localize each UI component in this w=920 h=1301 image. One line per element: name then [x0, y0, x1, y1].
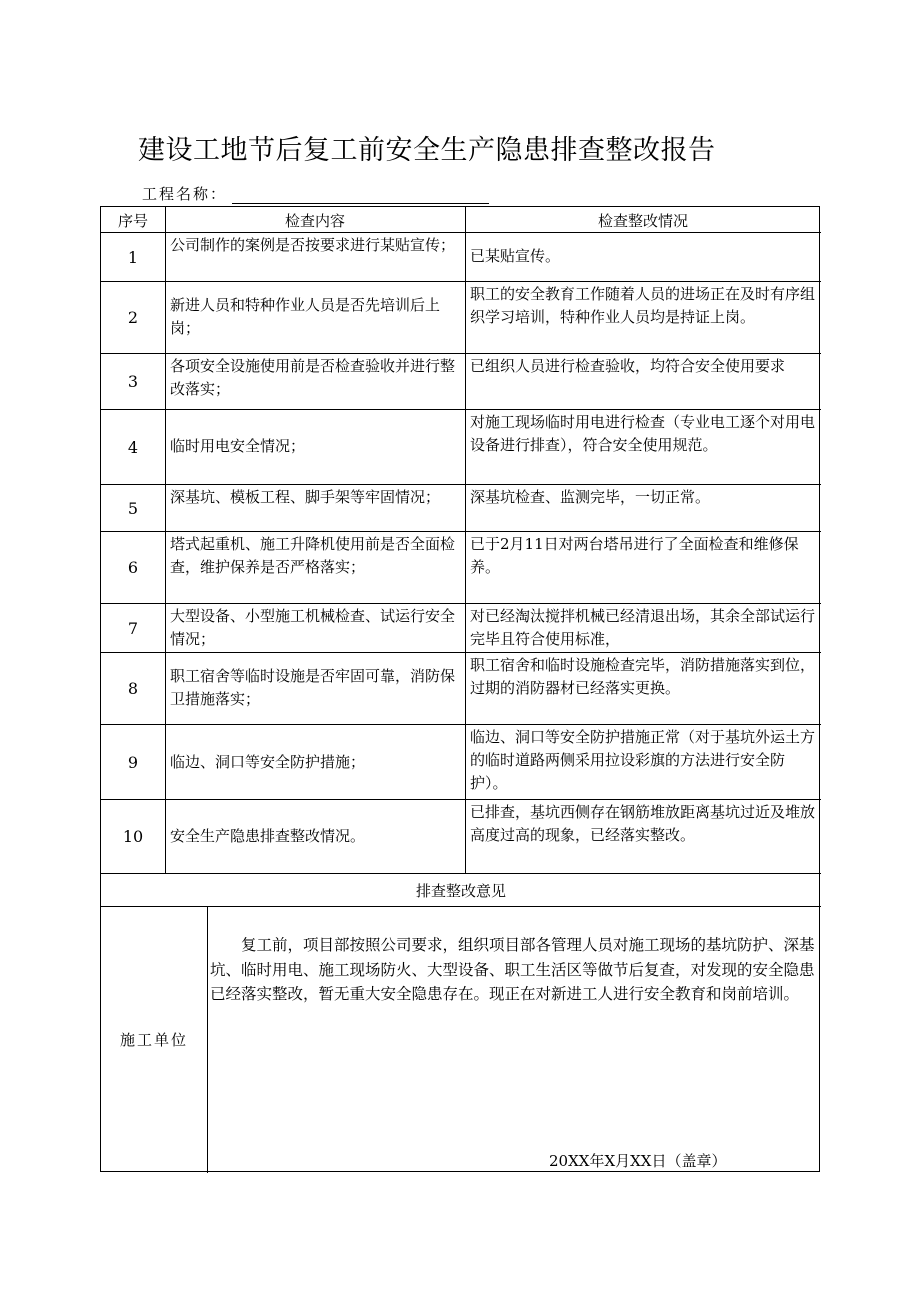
row-index: 2: [127, 308, 139, 327]
row-index: 7: [127, 618, 139, 638]
row-content: 深基坑、模板工程、脚手架等牢固情况；: [170, 488, 441, 506]
row-content: 临时用电安全情况；: [170, 437, 306, 455]
row-status: 临边、洞口等安全防护措施正常（对于基坑外运土方的临时道路两侧采用拉设彩旗的方法进行安全防护）。: [470, 728, 816, 792]
row-divider: [101, 409, 821, 410]
header-index: 序号: [117, 212, 148, 230]
row-content: 安全生产隐患排查整改情况。: [170, 827, 366, 845]
row-content: 大型设备、小型施工机械检查、试运行安全情况；: [170, 607, 456, 648]
row-divider: [101, 531, 821, 532]
signature-date: 20XX年X月XX日（盖章）: [549, 1152, 727, 1170]
row-status: 对施工现场临时用电进行检查（专业电工逐个对用电设备进行排查），符合安全使用规范。: [470, 413, 816, 454]
row-status: 对已经淘汰搅拌机械已经清退出场，其余全部试运行完毕且符合使用标准，: [470, 607, 816, 648]
row-content: 临边、洞口等安全防护措施；: [170, 753, 366, 771]
row-divider: [101, 603, 821, 604]
unit-label: 施工单位: [119, 1030, 188, 1049]
row-divider: [101, 873, 821, 874]
row-status: 深基坑检查、监测完毕，一切正常。: [470, 488, 711, 506]
row-status: 已组织人员进行检查验收，均符合安全使用要求: [470, 357, 786, 375]
row-divider: [101, 281, 821, 282]
row-index: 9: [127, 752, 139, 772]
row-index: 5: [127, 498, 139, 518]
row-status: 职工宿舍和临时设施检查完毕，消防措施落实到位，过期的消防器材已经落实更换。: [470, 656, 816, 697]
project-name-field[interactable]: [232, 203, 489, 204]
row-index: 6: [127, 558, 139, 577]
report-title: 建设工地节后复工前安全生产隐患排查整改报告: [138, 135, 716, 166]
inspection-table: [100, 206, 820, 1172]
row-content: 各项安全设施使用前是否检查验收并进行整改落实；: [170, 357, 456, 398]
project-name-label: 工程名称：: [142, 185, 228, 203]
row-content: 职工宿舍等临时设施是否牢固可靠，消防保卫措施落实；: [170, 667, 456, 708]
row-divider: [101, 724, 821, 725]
row-index: 8: [127, 679, 139, 698]
row-divider: [101, 353, 821, 354]
row-divider: [101, 484, 821, 485]
row-content: 塔式起重机、施工升降机使用前是否全面检查，维护保养是否严格落实；: [170, 535, 456, 576]
header-status: 检查整改情况: [597, 212, 688, 230]
row-divider: [101, 906, 821, 907]
row-content: 新进人员和特种作业人员是否先培训后上岗；: [170, 296, 441, 337]
row-index: 10: [122, 827, 144, 846]
col-divider: [465, 207, 466, 873]
row-divider: [101, 652, 821, 653]
row-index: 3: [127, 372, 139, 391]
row-content: 公司制作的案例是否按要求进行某贴宣传；: [170, 236, 456, 254]
row-status: 已于2月11日对两台塔吊进行了全面检查和维修保养。: [470, 535, 799, 576]
row-status: 职工的安全教育工作随着人员的进场正在及时有序组织学习培训，特种作业人员均是持证上岗。: [470, 285, 816, 326]
opinion-text: 复工前，项目部按照公司要求，组织项目部各管理人员对施工现场的基坑防护、深基坑、临时用电、施工现场防火、大型设备、职工生活区等做节后复查，对发现的安全隐患已经落实整改，暂无重大安全隐患存在。现正在对新进工人进行安全教育和岗前培训。: [210, 936, 815, 1003]
row-status: 已某贴宣传。: [470, 247, 561, 265]
header-content: 检查内容: [284, 212, 345, 230]
row-status: 已排查，基坑西侧存在钢筋堆放距离基坑过近及堆放高度过高的现象，已经落实整改。: [470, 803, 816, 844]
col-divider: [165, 207, 166, 873]
row-divider: [101, 799, 821, 800]
row-index: 4: [127, 437, 139, 457]
opinion-header: 排查整改意见: [415, 882, 506, 900]
row-index: 1: [127, 247, 139, 267]
